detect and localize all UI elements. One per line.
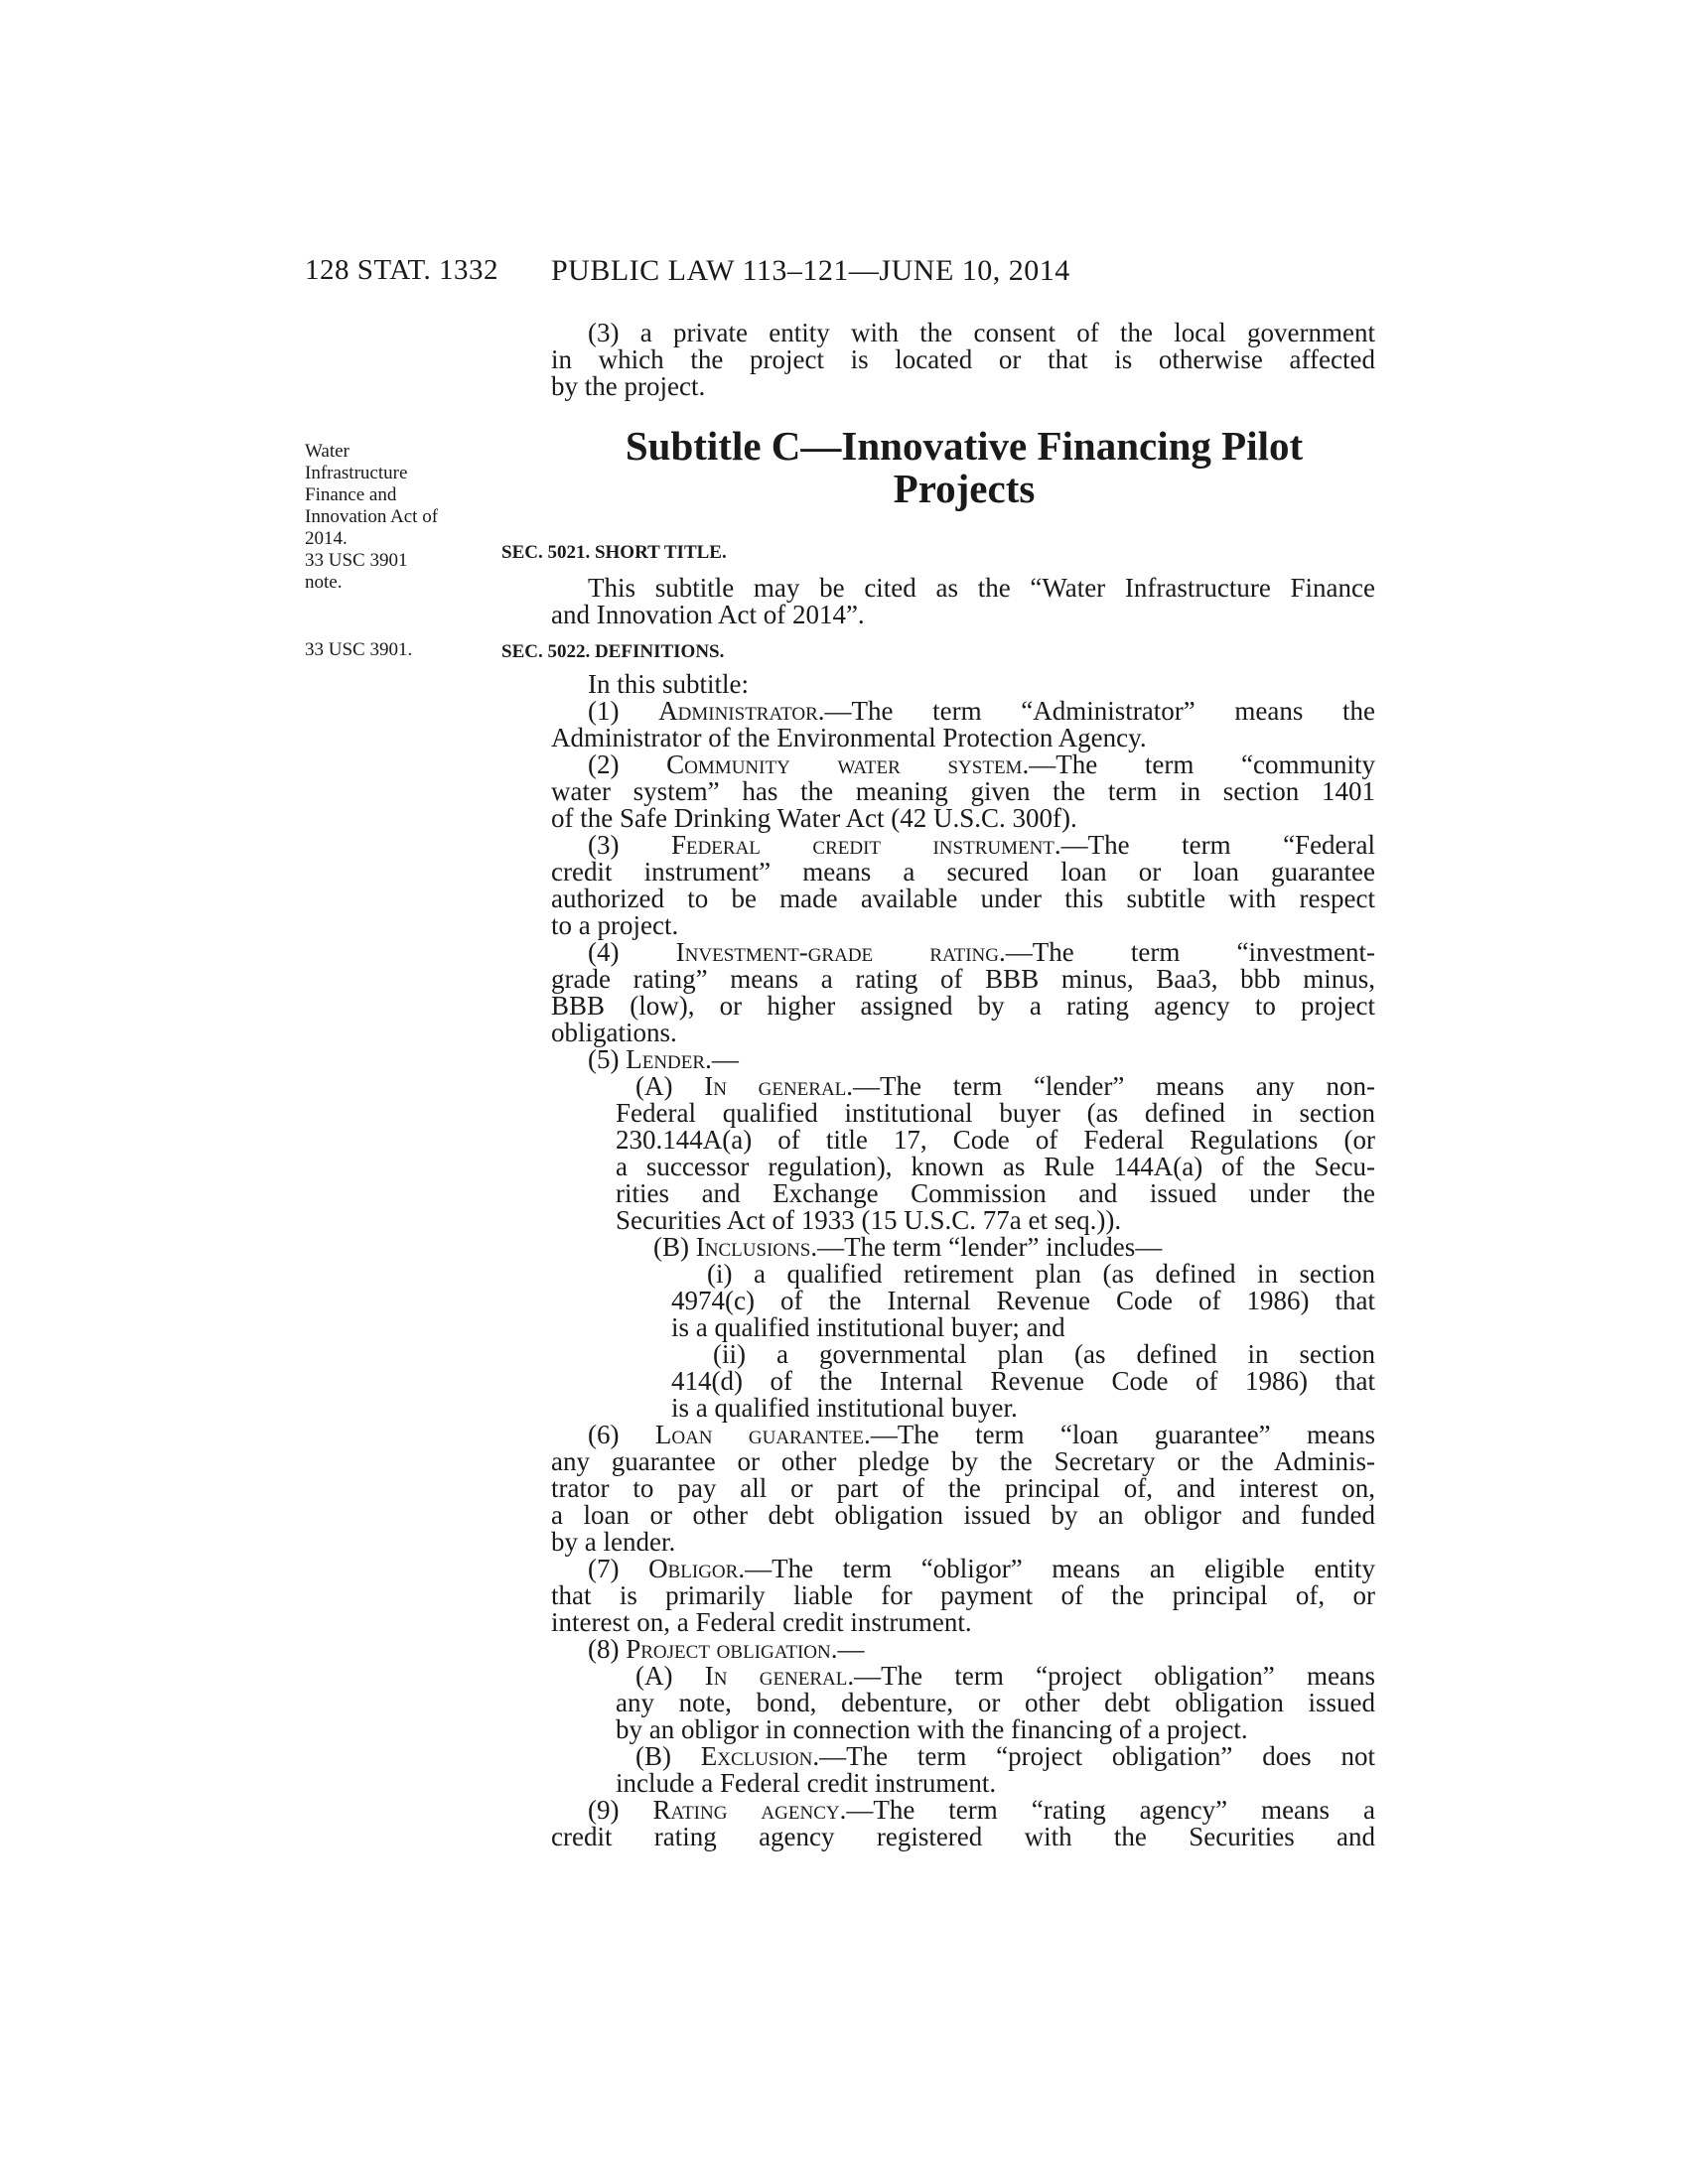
margin-note-line: note.: [305, 572, 343, 593]
definition-lender-inclusions: [653, 1234, 1375, 1261]
text-line: rities and Exchange Commission and issued under the: [616, 1178, 1375, 1208]
text-line: This subtitle may be cited as the “Water Infrastructure Finance: [588, 573, 1375, 603]
definition-project-obligation: [588, 1636, 1375, 1663]
defined-term: Loan guarantee: [654, 1420, 864, 1449]
defined-term: Administrator: [658, 696, 818, 726]
item-number: (9): [588, 1795, 653, 1825]
definition-obligor: [588, 1556, 1375, 1582]
definition-project-obligation-exclusion: [635, 1743, 1375, 1770]
definition-investment-grade-rating: [588, 939, 1375, 966]
text-line: by a lender.: [551, 1527, 676, 1557]
definition-federal-credit-instrument: [588, 832, 1375, 859]
text-line: is a qualified institutional buyer.: [671, 1393, 1018, 1423]
text-line: by an obligor in connection with the financing of a project.: [616, 1714, 1248, 1744]
text-line: grade rating” means a rating of BBB minus, Baa3, bbb minus,: [551, 964, 1375, 994]
item-number: (B): [635, 1741, 701, 1771]
text-run: .—The term “loan guarantee” means: [863, 1420, 1376, 1449]
margin-note-line: Water: [305, 441, 350, 462]
defined-term: Obligor: [648, 1554, 739, 1583]
text-line: a loan or other debt obligation issued by an obligor and funded: [551, 1500, 1375, 1530]
text-run: .—: [705, 1044, 739, 1074]
item-number: (3): [588, 830, 671, 860]
text-line: Administrator of the Environmental Protection Agency.: [551, 723, 1147, 752]
defined-term: Project obligation: [626, 1634, 831, 1664]
definition-loan-guarantee: [588, 1422, 1375, 1448]
text-line: In this subtitle:: [588, 669, 749, 699]
defined-term: Federal credit instrument: [670, 830, 1055, 860]
text-line: (ii) a governmental plan (as defined in section: [713, 1339, 1375, 1369]
definition-community-water-system: [588, 751, 1375, 778]
text-line: by the project.: [551, 371, 706, 401]
item-number: (8): [588, 1634, 627, 1664]
text-run: .—The term “obligor” means an eligible entity: [738, 1554, 1376, 1583]
section-heading: SEC. 5021. SHORT TITLE.: [501, 542, 727, 563]
item-number: (A): [635, 1661, 705, 1691]
text-line: Securities Act of 1933 (15 U.S.C. 77a et seq.)).: [616, 1205, 1122, 1235]
defined-term: Exclusion: [700, 1741, 813, 1771]
text-line: authorized to be made available under this subtitle with respect: [551, 884, 1375, 913]
margin-note-line: Infrastructure: [305, 463, 408, 483]
text-line: a successor regulation), known as Rule 144A(a) of the Secu-: [616, 1152, 1375, 1181]
text-line: and Innovation Act of 2014”.: [551, 600, 865, 629]
text-line: to a project.: [551, 910, 679, 940]
defined-term: Community water system: [666, 750, 1023, 779]
item-number: (5): [588, 1044, 627, 1074]
text-line: any note, bond, debenture, or other debt obligation issued: [616, 1688, 1375, 1717]
text-run: .—The term “lender” means any non-: [846, 1071, 1375, 1101]
text-run: .—The term “Administrator” means the: [817, 696, 1375, 726]
margin-note: [305, 441, 438, 594]
subtitle-heading: Subtitle C—Innovative Financing Pilot: [625, 423, 1304, 469]
defined-term: Inclusions: [695, 1232, 811, 1262]
defined-term: Lender: [626, 1044, 706, 1074]
definition-administrator: [588, 698, 1375, 725]
text-line: credit instrument” means a secured loan or loan guarantee: [551, 857, 1375, 887]
item-number: (1): [588, 696, 659, 726]
text-line: any guarantee or other pledge by the Secretary or the Adminis-: [551, 1446, 1375, 1476]
text-line: (3) a private entity with the consent of the local government: [588, 318, 1375, 347]
text-line: obligations.: [551, 1018, 677, 1047]
text-line: 230.144A(a) of title 17, Code of Federal Regulations (or: [616, 1125, 1375, 1155]
text-line: trator to pay all or part of the principal of, and interest on,: [551, 1473, 1375, 1503]
text-line: BBB (low), or higher assigned by a rating agency to project: [551, 991, 1375, 1021]
defined-term: Rating agency: [652, 1795, 840, 1825]
running-header-title: PUBLIC LAW 113–121—JUNE 10, 2014: [551, 254, 1070, 287]
text-line: in which the project is located or that is otherwise affected: [551, 344, 1375, 374]
text-line: of the Safe Drinking Water Act (42 U.S.C. 300f).: [551, 803, 1077, 833]
item-number: (4): [588, 937, 676, 967]
text-run: .—The term “community: [1022, 750, 1376, 779]
text-line: is a qualified institutional buyer; and: [671, 1312, 1065, 1342]
text-line: water system” has the meaning given the term in section 1401: [551, 776, 1375, 806]
text-run: .—The term “investment-: [998, 937, 1375, 967]
definition-project-obligation-general: [635, 1663, 1375, 1690]
margin-note-line: 33 USC 3901: [305, 550, 408, 571]
defined-term: In general: [704, 1661, 848, 1691]
text-run: .—The term “project obligation” does not: [812, 1741, 1375, 1771]
defined-term: Investment-grade rating: [675, 937, 999, 967]
margin-note-line: 2014.: [305, 528, 348, 549]
defined-term: In general: [704, 1071, 847, 1101]
section-heading: SEC. 5022. DEFINITIONS.: [501, 641, 725, 662]
text-line: that is primarily liable for payment of the principal of, or: [551, 1580, 1375, 1610]
text-line: 4974(c) of the Internal Revenue Code of 1986) that: [671, 1286, 1375, 1315]
margin-note-citation: 33 USC 3901.: [305, 639, 413, 660]
text-run: .—The term “lender” includes—: [810, 1232, 1163, 1262]
margin-note-line: Innovation Act of: [305, 506, 439, 527]
item-number: (A): [635, 1071, 705, 1101]
text-line: (i) a qualified retirement plan (as defined in section: [707, 1259, 1375, 1289]
text-line: interest on, a Federal credit instrument.: [551, 1607, 972, 1637]
text-run: .—The term “project obligation” means: [847, 1661, 1375, 1691]
item-number: (B): [653, 1232, 696, 1262]
text-run: .—The term “Federal: [1054, 830, 1376, 860]
page-reference: 128 STAT. 1332: [305, 254, 499, 286]
text-line: Federal qualified institutional buyer (as defined in section: [616, 1098, 1375, 1128]
text-line: credit rating agency registered with the Securities and: [551, 1822, 1375, 1851]
item-number: (6): [588, 1420, 655, 1449]
item-number: (7): [588, 1554, 649, 1583]
definition-rating-agency: [588, 1797, 1375, 1824]
text-line: 414(d) of the Internal Revenue Code of 1986) that: [671, 1366, 1375, 1396]
text-run: .—The term “rating agency” means a: [839, 1795, 1375, 1825]
text-run: .—: [830, 1634, 865, 1664]
subtitle-heading-continued: Projects: [893, 466, 1036, 511]
margin-note-line: Finance and: [305, 484, 397, 505]
definition-lender: [588, 1046, 1375, 1073]
text-line: include a Federal credit instrument.: [616, 1768, 997, 1798]
item-number: (2): [588, 750, 667, 779]
definition-lender-general: [635, 1073, 1375, 1100]
